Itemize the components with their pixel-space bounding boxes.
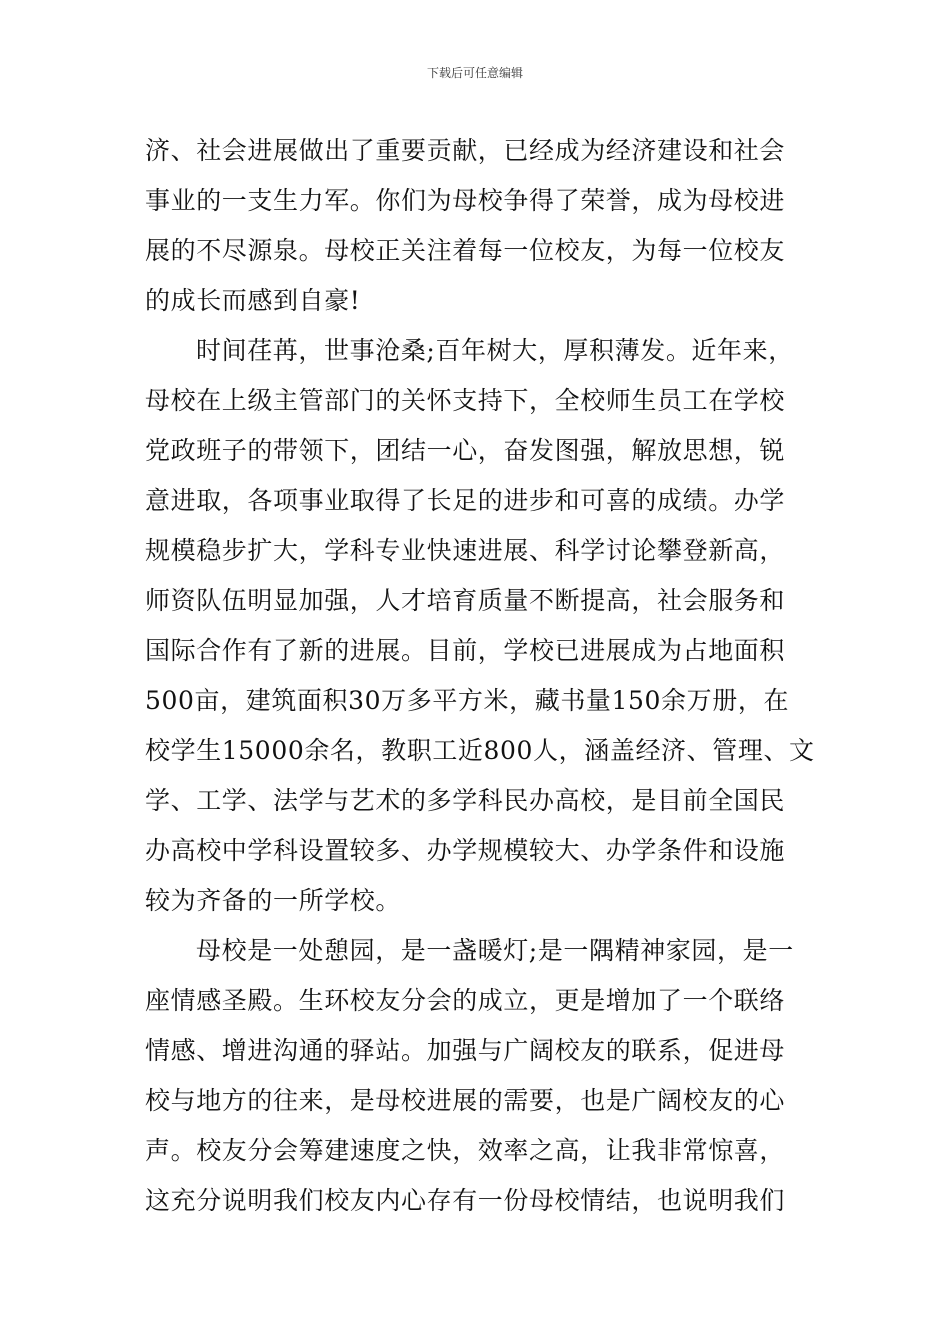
text-line: 500亩，建筑面积30万多平方米，藏书量150余万册，在: [145, 686, 790, 715]
text-line: 党政班子的带领下，团结一心，奋发图强，解放思想，锐: [145, 436, 786, 465]
paragraph-first-line: 母校是一处憩园，是一盏暖灯;是一隅精神家园，是一: [196, 936, 794, 965]
text-line: 母校在上级主管部门的关怀支持下，全校师生员工在学校: [145, 386, 786, 415]
text-line: 事业的一支生力军。你们为母校争得了荣誉，成为母校进: [145, 186, 786, 215]
text-line: 办高校中学科设置较多、办学规模较大、办学条件和设施: [145, 836, 786, 865]
text-line: 师资队伍明显加强，人才培育质量不断提高，社会服务和: [145, 586, 786, 615]
text-line: 的成长而感到自豪!: [145, 286, 361, 315]
text-line: 展的不尽源泉。母校正关注着每一位校友，为每一位校友: [145, 236, 786, 265]
text-line: 情感、增进沟通的驿站。加强与广阔校友的联系，促进母: [145, 1036, 786, 1065]
page-header-note: 下载后可任意编辑: [426, 66, 523, 80]
paragraph-first-line: 时间荏苒，世事沧桑;百年树大，厚积薄发。近年来，: [196, 336, 794, 365]
text-line: 国际合作有了新的进展。目前，学校已进展成为占地面积: [145, 636, 786, 665]
text-line: 学、工学、法学与艺术的多学科民办高校，是目前全国民: [145, 786, 786, 815]
text-line: 意进取，各项事业取得了长足的进步和可喜的成绩。办学: [145, 486, 786, 515]
text-line: 座情感圣殿。生环校友分会的成立，更是增加了一个联络: [145, 986, 786, 1015]
text-line: 声。校友分会筹建速度之快，效率之高，让我非常惊喜，: [145, 1136, 786, 1165]
text-line: 校学生15000余名，教职工近800人，涵盖经济、管理、文: [145, 736, 815, 765]
text-line: 这充分说明我们校友内心存有一份母校情结，也说明我们: [145, 1186, 786, 1215]
text-line: 济、社会进展做出了重要贡献，已经成为经济建设和社会: [145, 136, 786, 165]
text-line: 规模稳步扩大，学科专业快速进展、科学讨论攀登新高，: [145, 536, 786, 565]
document-body: [145, 126, 815, 1226]
text-line: 校与地方的往来，是母校进展的需要，也是广阔校友的心: [145, 1086, 786, 1115]
text-line: 较为齐备的一所学校。: [145, 886, 402, 915]
